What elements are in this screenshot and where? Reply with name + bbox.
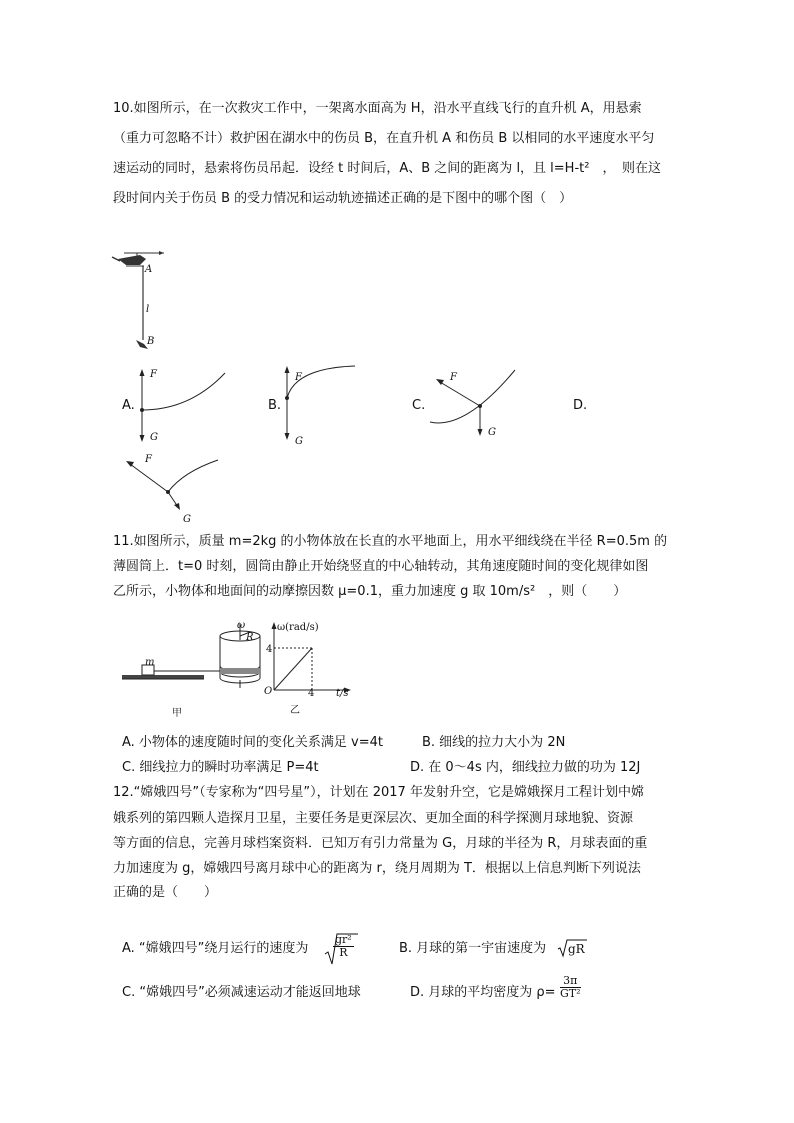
q12-option-d-denominator: GT² [560,987,581,1000]
q10-d-g: G [183,514,191,525]
fig-label-b: B [147,336,155,347]
q11-fig-jia-caption: 甲 [172,708,182,719]
q10-option-c-figure [425,360,535,445]
q10-d-f: F [145,454,152,465]
q10-option-d-figure [118,452,228,522]
q11-chart-xlabel: t/s [336,688,349,699]
q10-b-g: G [295,436,303,447]
q12-option-d-fraction [560,975,581,1000]
q12-line5: 正确的是（ ） [113,885,218,900]
q11-option-b: B. 细线的拉力大小为 2N [422,735,566,750]
q12-option-d: D. 月球的平均密度为 ρ= [410,985,556,1000]
q12-option-b: B. 月球的第一宇宙速度为 [399,941,547,956]
q10-line2: （重力可忽略不计）救护困在湖水中的伤员 B，在直升机 A 和伤员 B 以相同的水平速度水平匀 [113,131,655,146]
q11-fig-yi-caption: 乙 [290,705,300,716]
q10-option-b-label: B. [268,398,282,413]
q11-chart-tick-y: 4 [266,644,273,655]
q11-chart-origin: O [264,686,273,697]
fig-label-l: l [146,304,150,315]
q11-line2: 薄圆筒上．t=0 时刻，圆筒由静止开始绕竖直的中心轴转动，其角速度随时间的变化规律如图 [113,559,649,574]
q12-option-d-numerator: 3π [560,975,581,988]
q12-line2: 娥系列的第四颗人造探月卫星，主要任务是更深层次、更加全面的科学探测月球地貌、资源 [113,811,634,826]
omega-series-line [274,648,312,690]
q12-option-a-numerator: gr² [335,933,352,946]
q10-line4: 段时间内关于伤员 B 的受力情况和运动轨迹描述正确的是下图中的哪个图（ ） [113,191,573,206]
q11-fig-m: m [145,657,155,668]
q10-option-d-label: D. [573,398,588,413]
q12-option-a-denominator: R [339,946,348,959]
q11-line3: 乙所示，小物体和地面间的动摩擦因数 μ=0.1，重力加速度 g 取 10m/s² ，则（ ） [113,584,627,599]
q11-chart-tick-x: 4 [308,688,315,699]
q12-option-a: A. “嫦娥四号”绕月运行的速度为 [122,941,309,956]
q12-line4: 力加速度为 g，嫦娥四号离月球中心的距离为 r，绕月周期为 T．根据以上信息判断下列说法 [113,861,641,876]
q12-line3: 等方面的信息，完善月球档案资料．已知万有引力常量为 G，月球的半径为 R，月球表面的重 [113,836,648,851]
q10-c-f: F [450,372,457,383]
q10-option-b-figure [275,360,385,445]
q12-line1: 12.“嫦娥四号”（专家称为“四号星”），计划在 2017 年发射升空，它是嫦娥探月工程计划中嫦 [113,785,644,800]
q11-fig-r: R [246,632,254,643]
q10-a-f: F [150,369,157,380]
q12-option-c: C. “嫦娥四号”必须减速运动才能返回地球 [122,985,361,1000]
q10-line3: 速运动的同时，悬索将伤员吊起．设经 t 时间后，A、B 之间的距离为 l，且 l=H-t² ， 则在这 [113,161,661,176]
q10-option-c-label: C. [412,398,426,413]
q11-fig-omega: ω [237,620,246,631]
q11-chart-ylabel: ω(rad/s) [277,622,319,633]
q11-line1: 11.如图所示，质量 m=2kg 的小物体放在长直的水平地面上，用水平细线绕在半径 R=0.5m 的 [113,534,668,549]
q12-option-b-radicand: gR [568,942,585,956]
q10-a-g: G [150,432,158,443]
q11-option-a: A. 小物体的速度随时间的变化关系满足 v=4t [122,735,384,750]
q10-option-a-figure [130,365,240,445]
q10-c-g: G [488,427,496,438]
q11-option-c: C. 细线拉力的瞬时功率满足 P=4t [122,760,319,775]
q10-line1: 10.如图所示，在一次救灾工作中，一架离水面高为 H，沿水平直线飞行的直升机 A，用悬索 [113,101,642,116]
q10-b-f: F [295,372,302,383]
q12-option-a-fraction [333,934,354,959]
fig-label-a: A [145,264,153,275]
q11-option-d: D. 在 0～4s 内，细线拉力做的功为 12J [410,760,641,775]
q10-option-a-label: A. [122,398,135,413]
